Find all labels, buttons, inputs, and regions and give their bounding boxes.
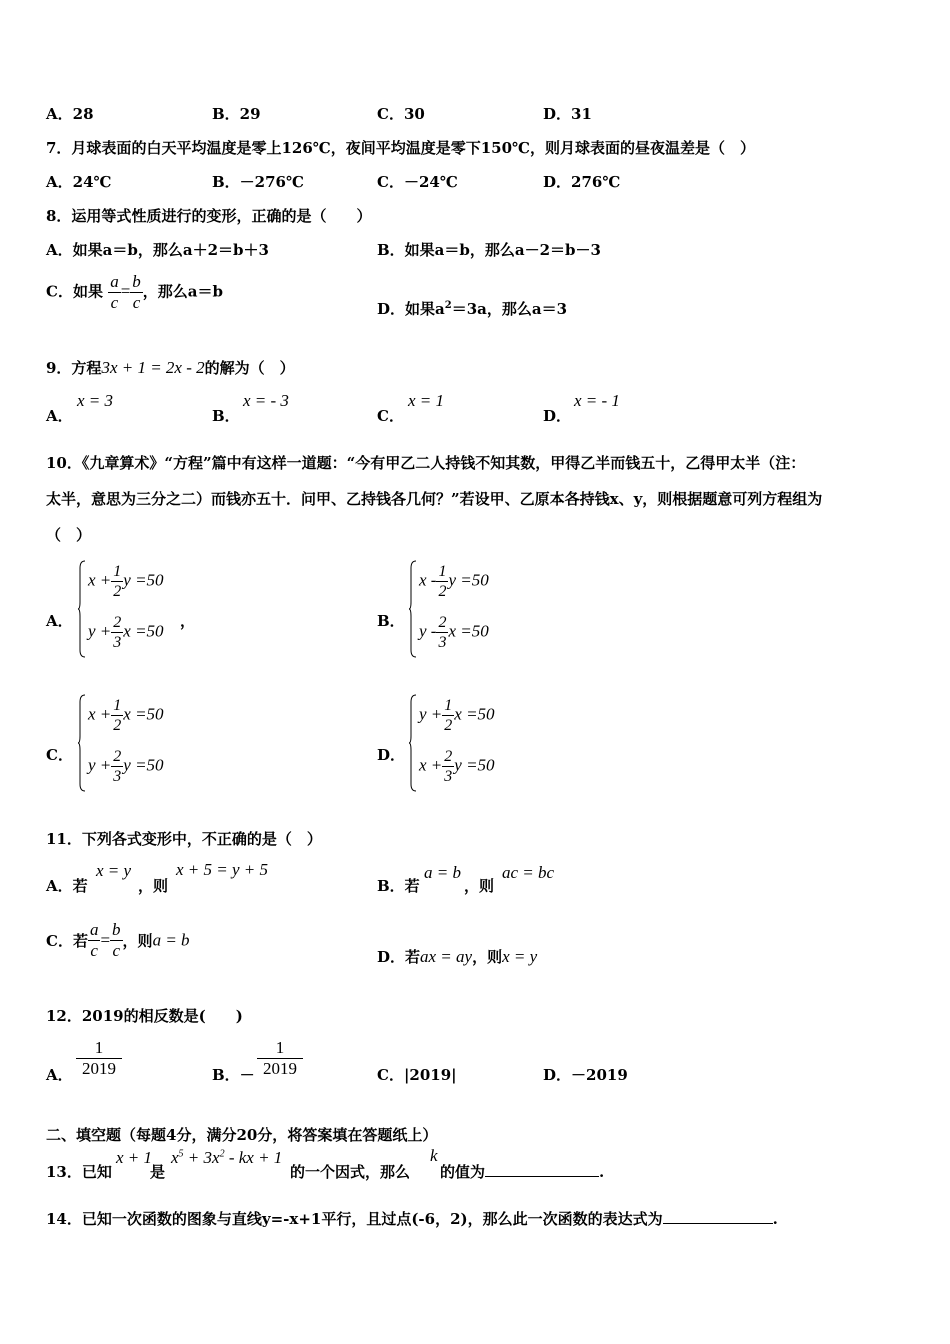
q10-label-a: A． [46, 612, 73, 630]
q11-option-b: B．若 [377, 877, 420, 895]
q8-stem: 8．运用等式性质进行的变形，正确的是（ ） [46, 207, 372, 225]
q8-option-c [46, 272, 223, 313]
q11-a-result: x + 5 = y + 5 [176, 860, 269, 879]
q10-system-b: x - $\frac{1}{2}$ y =50 y - $\frac{2}{3}$ x =50 [409, 560, 529, 660]
q8-c-suffix: ，那么a＝b [142, 282, 223, 301]
q9-label-c: C． [377, 407, 404, 425]
q10-system-d: y + $\frac{1}{2}$ x =50 x + $\frac{2}{3}$ y =50 [409, 694, 529, 794]
left-brace-icon [409, 560, 417, 658]
q12-option-d: D．－2019 [543, 1066, 628, 1084]
q13-prefix: 13．已知 [46, 1163, 112, 1181]
q8-c-equals: = [120, 281, 131, 301]
q7-option-b: B．－276℃ [212, 173, 304, 191]
q11-c-result: a = b [152, 930, 190, 950]
left-brace-icon [409, 694, 417, 792]
q9-label-d: D． [543, 407, 572, 425]
q11-c-fraction-a-over-c: $\frac{a}{c}$ [89, 920, 99, 960]
q13-factor: x + 1 [116, 1148, 153, 1167]
q7-stem: 7．月球表面的白天平均温度是零上126℃，夜间平均温度是零下150℃，则月球表面的昼夜温差是（ ） [46, 139, 756, 157]
q9-label-a: A． [46, 407, 73, 425]
q10-label-d: D． [377, 746, 406, 764]
q10-label-c: C． [46, 746, 73, 764]
q9-answer-c: x = 1 [408, 391, 445, 410]
q12-label-b: B．－ [212, 1066, 255, 1084]
q9-answer-d: x = - 1 [574, 391, 620, 410]
q8-option-a: A．如果a＝b，那么a＋2＝b＋3 [46, 241, 269, 259]
left-brace-icon [78, 560, 86, 658]
q9-equation: 3x + 1 = 2x - 2 [101, 358, 205, 377]
q8-c-fraction-a-over-c: $\frac{a}{c}$ [110, 272, 119, 312]
q9-answer-b: x = - 3 [243, 391, 289, 410]
q13-polynomial: $x^5 + 3x^2$ - kx + 1 [171, 1148, 283, 1167]
q7-option-a: A．24℃ [46, 173, 112, 191]
q10-stem-line3: （ ） [46, 526, 92, 544]
q11-c-fraction-b-over-c: $\frac{b}{c}$ [112, 920, 121, 960]
q10-a-comma: ， [180, 612, 196, 630]
q6-option-d: D．31 [543, 105, 592, 123]
q11-option-d: D．若ax = ay，则x = y [377, 947, 538, 966]
q10-system-c: x + $\frac{1}{2}$ x =50 y + $\frac{2}{3}$ y =50 [78, 694, 198, 794]
q11-stem: 11．下列各式变形中，不正确的是（ ） [46, 830, 322, 848]
q8-option-b: B．如果a＝b，那么a－2＝b－3 [377, 241, 601, 259]
q14-answer-blank[interactable] [663, 1223, 773, 1224]
q10-stem-line2: 太半，意思为三分之二）而钱亦五十．问甲、乙持钱各几何？”若设甲、乙原本各持钱x、y，则根据题意可列方程组为 [46, 490, 823, 508]
q13-answer-blank[interactable] [485, 1176, 599, 1177]
q14-stem: 14．已知一次函数的图象与直线y=-x+1平行，且过点(-6，2)，那么此一次函数的表达式为 . [46, 1210, 778, 1228]
q8-option-d: D．如果$a^2=3a$，那么a＝3 [377, 300, 568, 318]
q11-option-a: A．若 [46, 877, 88, 895]
q9-answer-a: x = 3 [77, 391, 114, 410]
q11-d-condition: ax = ay [420, 947, 473, 966]
q13-suffix: 的值为 . [440, 1163, 605, 1181]
q11-b-then: ，则 [464, 877, 495, 895]
q12-option-c: C．|2019| [377, 1066, 457, 1084]
q13-mid2: 的一个因式，那么 [290, 1163, 411, 1181]
q12-b-fraction: $\frac{1}{2019}$ [257, 1038, 303, 1079]
q11-a-then: ，则 [138, 877, 169, 895]
q9-stem: 9．方程3x + 1 = 2x - 2的解为（ ） [46, 358, 295, 377]
q13-k: k [430, 1146, 438, 1165]
q6-option-c: C．30 [377, 105, 425, 123]
q12-stem: 12．2019的相反数是( ) [46, 1007, 243, 1025]
q7-option-c: C．－24℃ [377, 173, 458, 191]
q11-a-condition: x = y [96, 861, 132, 880]
q10-label-b: B． [377, 612, 405, 630]
q10-system-a: x + $\frac{1}{2}$ y =50 y + $\frac{2}{3}$ x =50 [78, 560, 198, 660]
q8-c-fraction-b-over-c: $\frac{b}{c}$ [132, 272, 141, 312]
q9-label-b: B． [212, 407, 240, 425]
q11-option-c: C．若 $\frac{a}{c}$ = $\frac{b}{c}$ ，则a = b [46, 920, 190, 960]
left-brace-icon [78, 694, 86, 792]
q6-option-a: A．28 [46, 105, 94, 123]
q11-b-result: ac = bc [502, 863, 555, 882]
q13-mid: 是 [150, 1163, 166, 1181]
q10-stem-line1: 10．《九章算术》“方程”篇中有这样一道题：“今有甲乙二人持钱不知其数，甲得乙半而钱五十，乙得甲太半（注： [46, 454, 806, 472]
q11-b-condition: a = b [424, 863, 461, 882]
q7-option-d: D．276℃ [543, 173, 621, 191]
q11-d-result: x = y [502, 947, 538, 966]
section2-title: 二、填空题（每题4分，满分20分，将答案填在答题纸上） [46, 1126, 438, 1144]
q8-c-prefix: C．如果 [46, 282, 103, 301]
q12-label-a: A． [46, 1066, 73, 1084]
q6-option-b: B．29 [212, 105, 261, 123]
q12-a-fraction: $\frac{1}{2019}$ [76, 1038, 122, 1079]
